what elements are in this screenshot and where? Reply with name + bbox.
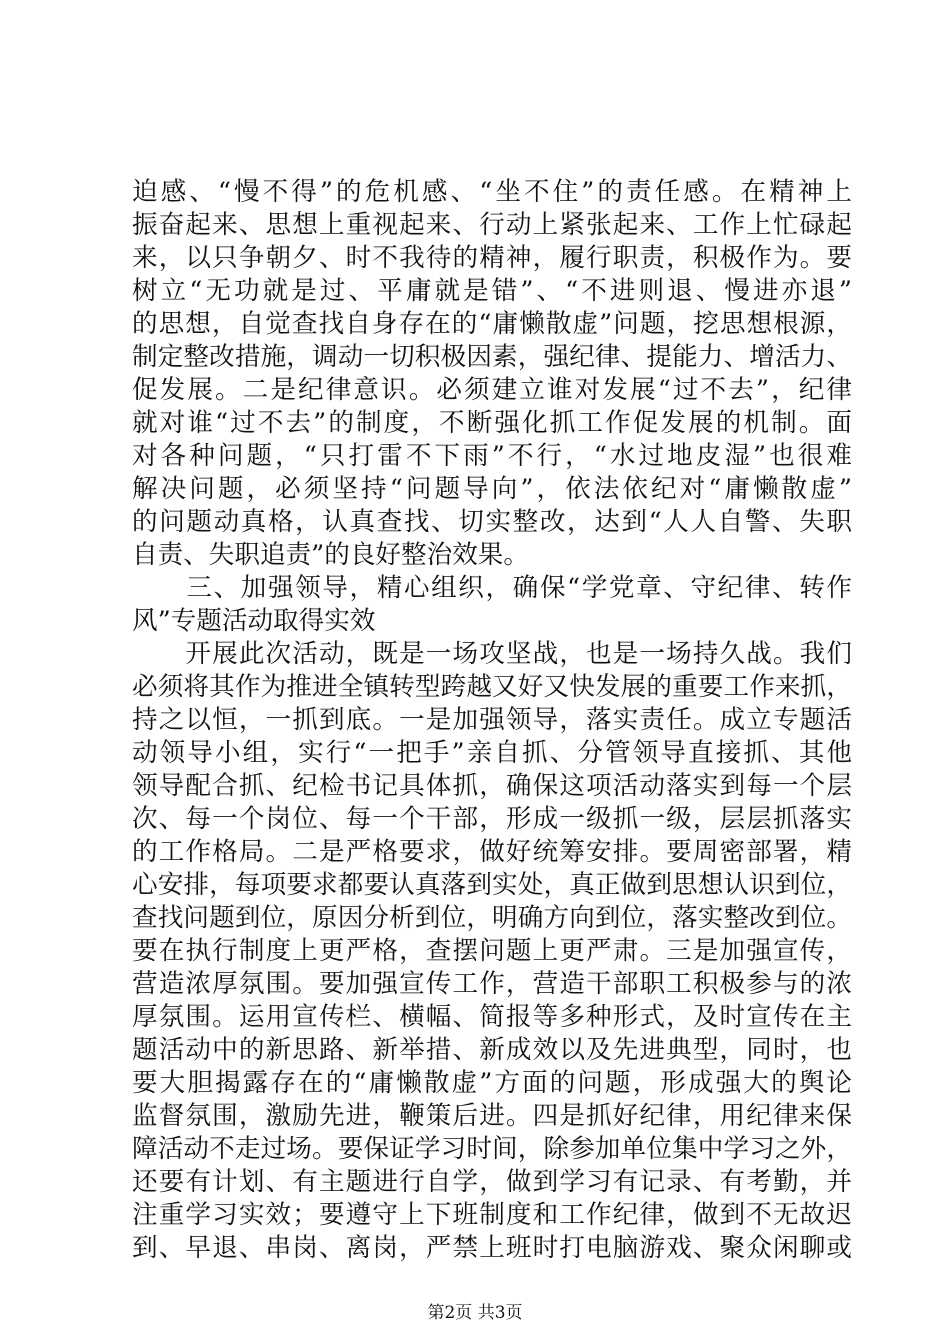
text-line: 的问题动真格，认真查找、切实整改，达到“人人自警、失职 — [132, 507, 852, 537]
page-footer: 第2页 共3页 — [427, 1303, 523, 1323]
text-line: 迫感、“慢不得”的危机感、“坐不住”的责任感。在精神上 — [132, 177, 852, 207]
text-line: 查找问题到位，原因分析到位，明确方向到位，落实整改到位。 — [132, 903, 852, 933]
text-line: 到、早退、串岗、离岗，严禁上班时打电脑游戏、聚众闲聊或 — [132, 1233, 852, 1263]
text-line: 持之以恒，一抓到底。一是加强领导，落实责任。成立专题活 — [132, 705, 852, 735]
text-line: 要大胆揭露存在的“庸懒散虚”方面的问题，形成强大的舆论 — [132, 1068, 852, 1098]
text-line: 障活动不走过场。要保证学习时间，除参加单位集中学习之外， — [132, 1134, 852, 1164]
text-line: 对各种问题，“只打雷不下雨”不行，“水过地皮湿”也很难 — [132, 441, 852, 471]
text-line: 还要有计划、有主题进行自学，做到学习有记录、有考勤，并 — [132, 1167, 852, 1197]
text-line: 必须将其作为推进全镇转型跨越又好又快发展的重要工作来抓， — [132, 672, 852, 702]
text-line: 监督氛围，激励先进，鞭策后进。四是抓好纪律，用纪律来保 — [132, 1101, 852, 1131]
text-line: 题活动中的新思路、新举措、新成效以及先进典型，同时，也 — [132, 1035, 852, 1065]
text-line: 注重学习实效；要遵守上下班制度和工作纪律，做到不无故迟 — [132, 1200, 852, 1230]
text-line: 的工作格局。二是严格要求，做好统筹安排。要周密部署，精 — [132, 837, 852, 867]
section-heading-line: 三、加强领导，精心组织，确保“学党章、守纪律、转作 — [132, 573, 852, 603]
text-line: 动领导小组，实行“一把手”亲自抓、分管领导直接抓、其他 — [132, 738, 852, 768]
text-line: 次、每一个岗位、每一个干部，形成一级抓一级，层层抓落实 — [132, 804, 852, 834]
text-line: 制定整改措施，调动一切积极因素，强纪律、提能力、增活力、 — [132, 342, 852, 372]
text-line: 来，以只争朝夕、时不我待的精神，履行职责，积极作为。要 — [132, 243, 852, 273]
text-line: 的思想，自觉查找自身存在的“庸懒散虚”问题，挖思想根源， — [132, 309, 852, 339]
text-line: 促发展。二是纪律意识。必须建立谁对发展“过不去”，纪律 — [132, 375, 852, 405]
section-heading-line: 风”专题活动取得实效 — [132, 606, 376, 636]
text-line: 心安排，每项要求都要认真落到实处，真正做到思想认识到位， — [132, 870, 852, 900]
text-line: 就对谁“过不去”的制度，不断强化抓工作促发展的机制。面 — [132, 408, 852, 438]
text-line: 营造浓厚氛围。要加强宣传工作，营造干部职工积极参与的浓 — [132, 969, 852, 999]
text-line: 振奋起来、思想上重视起来、行动上紧张起来、工作上忙碌起 — [132, 210, 852, 240]
text-line: 树立“无功就是过、平庸就是错”、“不进则退、慢进亦退” — [132, 276, 852, 306]
text-line: 自责、失职追责”的良好整治效果。 — [132, 540, 529, 570]
text-line: 厚氛围。运用宣传栏、横幅、简报等多种形式，及时宣传在主 — [132, 1002, 852, 1032]
text-line: 解决问题，必须坚持“问题导向”，依法依纪对“庸懒散虚” — [132, 474, 852, 504]
text-line: 领导配合抓、纪检书记具体抓，确保这项活动落实到每一个层 — [132, 771, 852, 801]
text-line: 开展此次活动，既是一场攻坚战，也是一场持久战。我们 — [132, 639, 852, 669]
text-line: 要在执行制度上更严格，查摆问题上更严肃。三是加强宣传， — [132, 936, 852, 966]
